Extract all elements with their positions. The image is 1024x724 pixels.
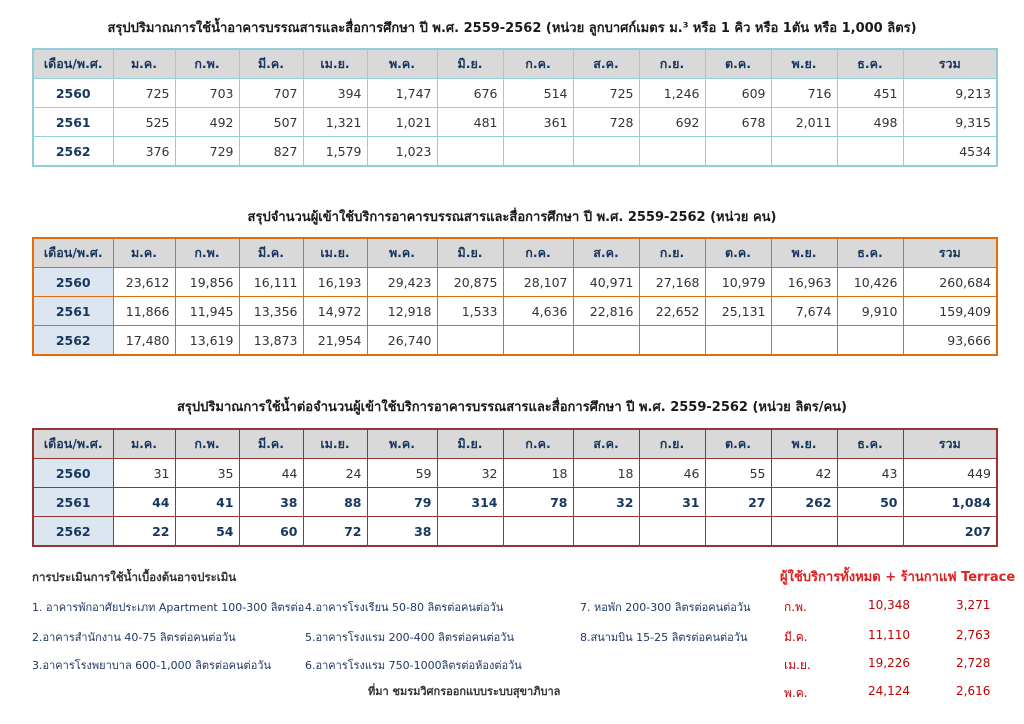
col-header: รวม bbox=[903, 49, 997, 79]
table3-title: สรุปปริมาณการใช้น้ำต่อจำนวนผู้เข้าใช้บริการอาคารบรรณสารและสื่อการศึกษา ปี พ.ศ. 2559-2562 (หน่วย ลิตร/คน) bbox=[176, 400, 847, 415]
value-cell: 729 bbox=[175, 137, 239, 167]
value-cell: 692 bbox=[639, 108, 705, 137]
header-row bbox=[33, 49, 997, 79]
value-cell: 32 bbox=[437, 459, 503, 488]
side-month: พ.ค. bbox=[784, 686, 808, 700]
value-cell: 44 bbox=[113, 488, 175, 517]
col-header: เดือน/พ.ศ. bbox=[33, 429, 113, 459]
value-cell: 678 bbox=[705, 108, 771, 137]
value-cell: 54 bbox=[175, 517, 239, 547]
col-header: ธ.ค. bbox=[837, 429, 903, 459]
value-cell: 79 bbox=[367, 488, 437, 517]
value-cell bbox=[837, 137, 903, 167]
total-cell: 9,315 bbox=[903, 108, 997, 137]
value-cell: 19,856 bbox=[175, 268, 239, 297]
value-cell: 41 bbox=[175, 488, 239, 517]
value-cell bbox=[705, 137, 771, 167]
col-header: ก.ย. bbox=[639, 429, 705, 459]
value-cell: 22,652 bbox=[639, 297, 705, 326]
value-cell: 24 bbox=[303, 459, 367, 488]
value-cell: 1,747 bbox=[367, 79, 437, 108]
value-cell bbox=[837, 326, 903, 356]
col-header: มี.ค. bbox=[239, 238, 303, 268]
value-cell: 262 bbox=[771, 488, 837, 517]
col-header: ม.ค. bbox=[113, 429, 175, 459]
value-cell: 2,011 bbox=[771, 108, 837, 137]
value-cell bbox=[503, 517, 573, 547]
value-cell: 18 bbox=[573, 459, 639, 488]
year-cell: 2562 bbox=[33, 517, 113, 547]
header-row bbox=[33, 238, 997, 268]
value-cell: 12,918 bbox=[367, 297, 437, 326]
col-header: รวม bbox=[903, 238, 997, 268]
side-terrace: 2,728 bbox=[956, 656, 991, 670]
side-month: มี.ค. bbox=[784, 630, 808, 644]
col-header: ก.ค. bbox=[503, 238, 573, 268]
value-cell: 25,131 bbox=[705, 297, 771, 326]
value-cell: 609 bbox=[705, 79, 771, 108]
total-cell: 4534 bbox=[903, 137, 997, 167]
value-cell: 7,674 bbox=[771, 297, 837, 326]
value-cell bbox=[639, 137, 705, 167]
value-cell: 361 bbox=[503, 108, 573, 137]
total-cell: 93,666 bbox=[903, 326, 997, 356]
value-cell: 38 bbox=[239, 488, 303, 517]
value-cell: 31 bbox=[113, 459, 175, 488]
total-cell: 207 bbox=[903, 517, 997, 547]
col-header: เดือน/พ.ศ. bbox=[33, 49, 113, 79]
value-cell: 27,168 bbox=[639, 268, 705, 297]
col-header: ก.ค. bbox=[503, 49, 573, 79]
value-cell bbox=[573, 326, 639, 356]
value-cell: 481 bbox=[437, 108, 503, 137]
col-header: ธ.ค. bbox=[837, 49, 903, 79]
side-total: 24,124 bbox=[868, 684, 910, 698]
value-cell: 23,612 bbox=[113, 268, 175, 297]
value-cell: 394 bbox=[303, 79, 367, 108]
col-header: ก.พ. bbox=[175, 429, 239, 459]
col-header: ก.พ. bbox=[175, 238, 239, 268]
value-cell: 11,866 bbox=[113, 297, 175, 326]
col-header: พ.ย. bbox=[771, 238, 837, 268]
value-cell bbox=[771, 137, 837, 167]
value-cell: 492 bbox=[175, 108, 239, 137]
table-row bbox=[33, 137, 997, 167]
value-cell: 44 bbox=[239, 459, 303, 488]
value-cell: 88 bbox=[303, 488, 367, 517]
value-cell bbox=[573, 137, 639, 167]
note-item: 4.อาคารโรงเรียน 50-80 ลิตรต่อคนต่อวัน bbox=[305, 601, 504, 614]
value-cell bbox=[771, 326, 837, 356]
col-header: พ.ค. bbox=[367, 238, 437, 268]
col-header: มิ.ย. bbox=[437, 429, 503, 459]
table-row bbox=[33, 459, 997, 488]
value-cell: 29,423 bbox=[367, 268, 437, 297]
value-cell: 676 bbox=[437, 79, 503, 108]
value-cell: 725 bbox=[113, 79, 175, 108]
note-item: 7. หอพัก 200-300 ลิตรต่อคนต่อวัน bbox=[580, 601, 751, 614]
col-header: เม.ย. bbox=[303, 49, 367, 79]
value-cell: 72 bbox=[303, 517, 367, 547]
value-cell: 50 bbox=[837, 488, 903, 517]
table-row bbox=[33, 297, 997, 326]
value-cell bbox=[437, 517, 503, 547]
total-cell: 449 bbox=[903, 459, 997, 488]
col-header: ต.ค. bbox=[705, 238, 771, 268]
side-terrace: 2,763 bbox=[956, 628, 991, 642]
value-cell: 725 bbox=[573, 79, 639, 108]
col-header: ม.ค. bbox=[113, 238, 175, 268]
col-header: ส.ค. bbox=[573, 238, 639, 268]
value-cell: 1,021 bbox=[367, 108, 437, 137]
col-header: เม.ย. bbox=[303, 238, 367, 268]
col-header: เม.ย. bbox=[303, 429, 367, 459]
value-cell: 707 bbox=[239, 79, 303, 108]
water-per-person-table bbox=[32, 428, 998, 547]
year-cell: 2561 bbox=[33, 108, 113, 137]
value-cell: 43 bbox=[837, 459, 903, 488]
table-row bbox=[33, 326, 997, 356]
note-item: 2.อาคารสำนักงาน 40-75 ลิตรต่อคนต่อวัน bbox=[32, 631, 236, 644]
value-cell bbox=[503, 326, 573, 356]
value-cell: 16,963 bbox=[771, 268, 837, 297]
value-cell: 18 bbox=[503, 459, 573, 488]
value-cell: 59 bbox=[367, 459, 437, 488]
side-total: 10,348 bbox=[868, 598, 910, 612]
value-cell: 31 bbox=[639, 488, 705, 517]
value-cell: 1,579 bbox=[303, 137, 367, 167]
side-total: 11,110 bbox=[868, 628, 910, 642]
col-header: พ.ย. bbox=[771, 429, 837, 459]
value-cell: 60 bbox=[239, 517, 303, 547]
table-row bbox=[33, 488, 997, 517]
value-cell: 28,107 bbox=[503, 268, 573, 297]
value-cell bbox=[771, 517, 837, 547]
col-header: พ.ค. bbox=[367, 49, 437, 79]
col-header: พ.ย. bbox=[771, 49, 837, 79]
value-cell: 451 bbox=[837, 79, 903, 108]
value-cell bbox=[639, 517, 705, 547]
value-cell: 46 bbox=[639, 459, 705, 488]
value-cell bbox=[705, 517, 771, 547]
year-cell: 2560 bbox=[33, 79, 113, 108]
note-item: 8.สนามบิน 15-25 ลิตรต่อคนต่อวัน bbox=[580, 631, 748, 644]
value-cell: 1,533 bbox=[437, 297, 503, 326]
total-cell: 1,084 bbox=[903, 488, 997, 517]
value-cell bbox=[639, 326, 705, 356]
side-total: 19,226 bbox=[868, 656, 910, 670]
note-item: 5.อาคารโรงแรม 200-400 ลิตรต่อคนต่อวัน bbox=[305, 631, 514, 644]
note-item: 1. อาคารพักอาศัยประเภท Apartment 100-300 ลิตรต่อ bbox=[32, 601, 305, 614]
value-cell: 11,945 bbox=[175, 297, 239, 326]
col-header: เดือน/พ.ศ. bbox=[33, 238, 113, 268]
value-cell: 716 bbox=[771, 79, 837, 108]
table2-title: สรุปจำนวนผู้เข้าใช้บริการอาคารบรรณสารและสื่อการศึกษา ปี พ.ศ. 2559-2562 (หน่วย คน) bbox=[247, 210, 777, 225]
value-cell: 22,816 bbox=[573, 297, 639, 326]
value-cell: 507 bbox=[239, 108, 303, 137]
col-header: ก.ย. bbox=[639, 238, 705, 268]
year-cell: 2560 bbox=[33, 268, 113, 297]
value-cell: 10,426 bbox=[837, 268, 903, 297]
value-cell: 32 bbox=[573, 488, 639, 517]
col-header: ต.ค. bbox=[705, 49, 771, 79]
note-item: 6.อาคารโรงแรม 750-1000ลิตรต่อห้องต่อวัน bbox=[305, 659, 522, 672]
value-cell: 13,356 bbox=[239, 297, 303, 326]
water-usage-table bbox=[32, 48, 998, 167]
value-cell bbox=[437, 137, 503, 167]
assessment-heading: การประเมินการใช้น้ำเบื้องต้นอาจประเมิน bbox=[32, 570, 237, 584]
value-cell: 525 bbox=[113, 108, 175, 137]
side-heading: ผู้ใช้บริการทั้งหมด + ร้านกาแฟ Terrace bbox=[780, 570, 1016, 585]
value-cell: 22 bbox=[113, 517, 175, 547]
year-cell: 2561 bbox=[33, 297, 113, 326]
table-row bbox=[33, 108, 997, 137]
col-header: ธ.ค. bbox=[837, 238, 903, 268]
value-cell bbox=[503, 137, 573, 167]
value-cell: 38 bbox=[367, 517, 437, 547]
value-cell: 42 bbox=[771, 459, 837, 488]
source-note: ที่มา ชมรมวิศกรออกแบบระบบสุขาภิบาล bbox=[368, 685, 561, 698]
side-month: เม.ย. bbox=[784, 658, 811, 672]
year-cell: 2562 bbox=[33, 137, 113, 167]
total-cell: 159,409 bbox=[903, 297, 997, 326]
value-cell: 376 bbox=[113, 137, 175, 167]
table-row bbox=[33, 268, 997, 297]
col-header: ก.พ. bbox=[175, 49, 239, 79]
total-cell: 260,684 bbox=[903, 268, 997, 297]
value-cell: 13,619 bbox=[175, 326, 239, 356]
side-month: ก.พ. bbox=[784, 600, 807, 614]
value-cell: 728 bbox=[573, 108, 639, 137]
value-cell: 20,875 bbox=[437, 268, 503, 297]
value-cell: 9,910 bbox=[837, 297, 903, 326]
value-cell: 40,971 bbox=[573, 268, 639, 297]
table-row bbox=[33, 517, 997, 547]
col-header: พ.ค. bbox=[367, 429, 437, 459]
col-header: มิ.ย. bbox=[437, 49, 503, 79]
value-cell: 14,972 bbox=[303, 297, 367, 326]
value-cell bbox=[437, 326, 503, 356]
header-row bbox=[33, 429, 997, 459]
col-header: มี.ค. bbox=[239, 49, 303, 79]
value-cell: 27 bbox=[705, 488, 771, 517]
value-cell: 703 bbox=[175, 79, 239, 108]
value-cell: 4,636 bbox=[503, 297, 573, 326]
side-terrace: 2,616 bbox=[956, 684, 991, 698]
value-cell: 13,873 bbox=[239, 326, 303, 356]
visitor-count-table bbox=[32, 237, 998, 356]
value-cell: 17,480 bbox=[113, 326, 175, 356]
year-cell: 2562 bbox=[33, 326, 113, 356]
value-cell: 16,193 bbox=[303, 268, 367, 297]
col-header: รวม bbox=[903, 429, 997, 459]
value-cell: 1,321 bbox=[303, 108, 367, 137]
value-cell: 1,246 bbox=[639, 79, 705, 108]
value-cell bbox=[837, 517, 903, 547]
total-cell: 9,213 bbox=[903, 79, 997, 108]
value-cell: 21,954 bbox=[303, 326, 367, 356]
value-cell: 827 bbox=[239, 137, 303, 167]
value-cell: 35 bbox=[175, 459, 239, 488]
note-item: 3.อาคารโรงพยาบาล 600-1,000 ลิตรต่อคนต่อวัน bbox=[32, 659, 271, 672]
table1-title: สรุปปริมาณการใช้น้ำอาคารบรรณสารและสื่อการศึกษา ปี พ.ศ. 2559-2562 (หน่วย ลูกบาศก์เมตร ม.³ หรือ 1 คิว หรือ 1ตัน หรือ 1,000 ลิตร) bbox=[107, 21, 917, 36]
col-header: ส.ค. bbox=[573, 429, 639, 459]
col-header: ต.ค. bbox=[705, 429, 771, 459]
side-terrace: 3,271 bbox=[956, 598, 991, 612]
table-row bbox=[33, 79, 997, 108]
value-cell bbox=[573, 517, 639, 547]
col-header: มี.ค. bbox=[239, 429, 303, 459]
col-header: ส.ค. bbox=[573, 49, 639, 79]
value-cell: 10,979 bbox=[705, 268, 771, 297]
year-cell: 2561 bbox=[33, 488, 113, 517]
value-cell: 498 bbox=[837, 108, 903, 137]
value-cell: 55 bbox=[705, 459, 771, 488]
value-cell: 16,111 bbox=[239, 268, 303, 297]
value-cell: 514 bbox=[503, 79, 573, 108]
col-header: ม.ค. bbox=[113, 49, 175, 79]
col-header: มิ.ย. bbox=[437, 238, 503, 268]
col-header: ก.ย. bbox=[639, 49, 705, 79]
value-cell: 78 bbox=[503, 488, 573, 517]
value-cell: 314 bbox=[437, 488, 503, 517]
value-cell: 1,023 bbox=[367, 137, 437, 167]
value-cell: 26,740 bbox=[367, 326, 437, 356]
col-header: ก.ค. bbox=[503, 429, 573, 459]
value-cell bbox=[705, 326, 771, 356]
year-cell: 2560 bbox=[33, 459, 113, 488]
